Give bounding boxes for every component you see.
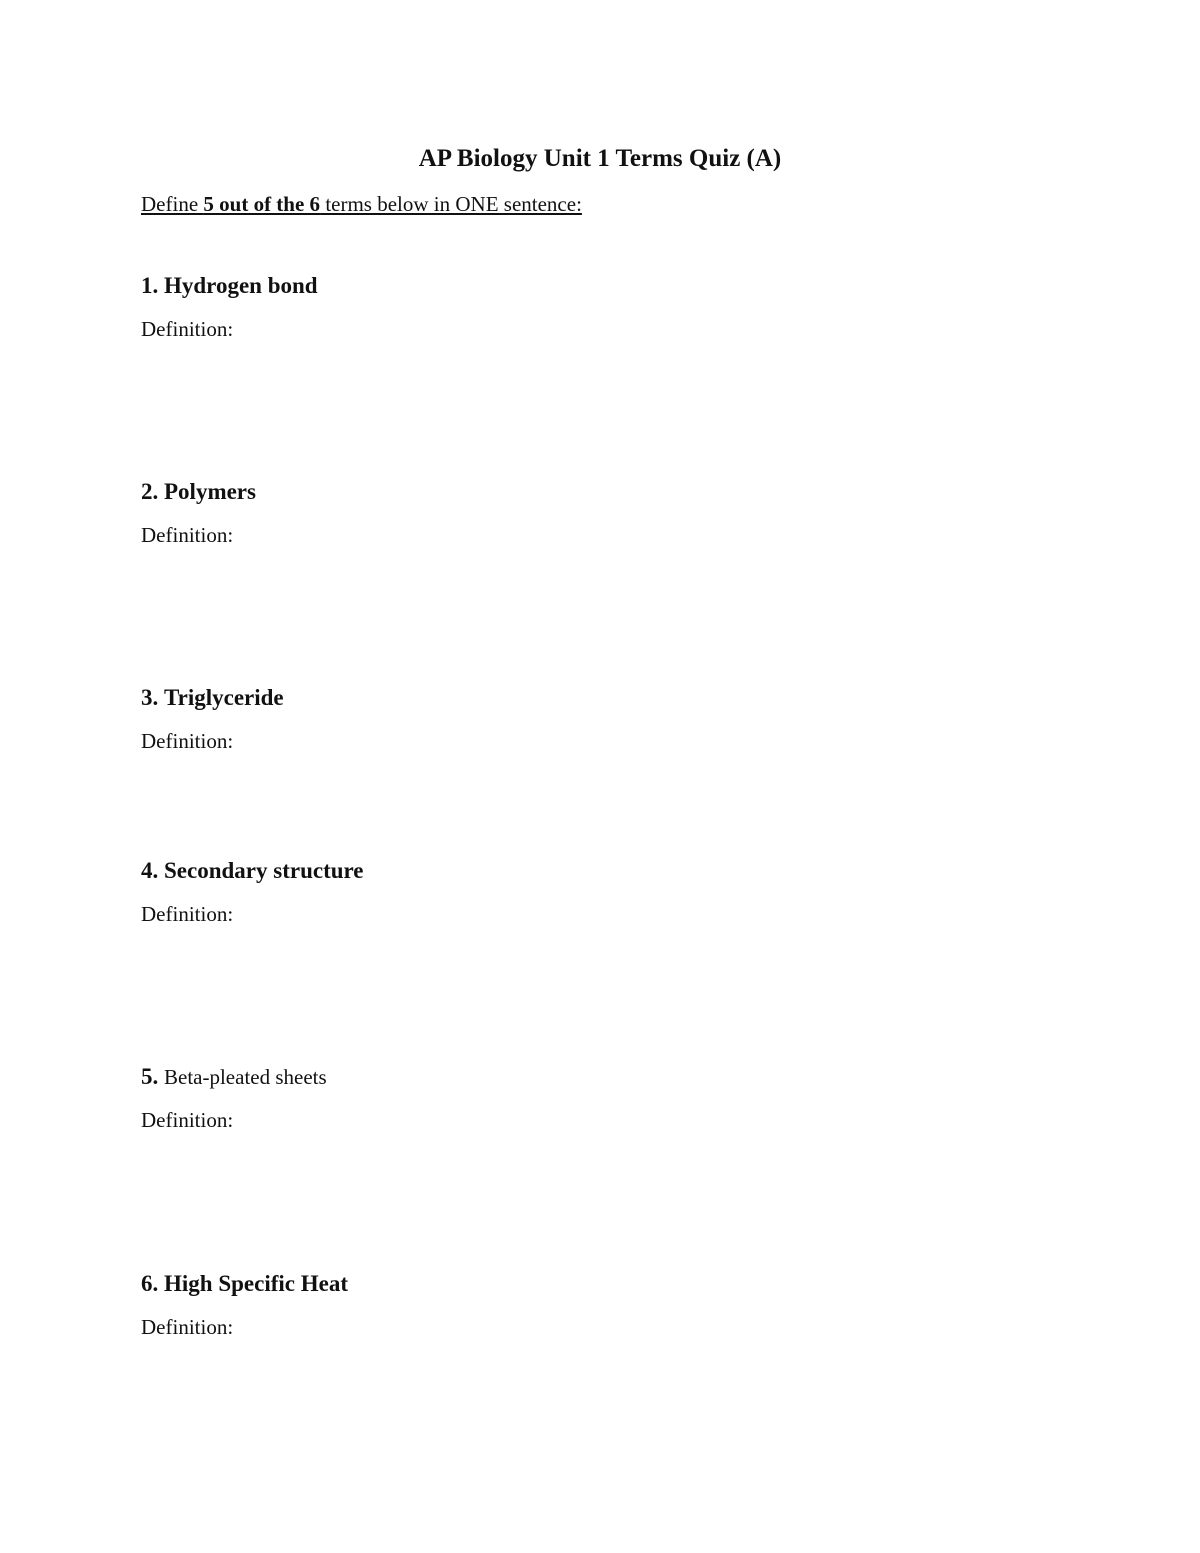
term-item-1 xyxy=(141,271,318,343)
term-name: Polymers xyxy=(164,479,256,504)
term-name: Secondary structure xyxy=(164,858,364,883)
term-number: 4. xyxy=(141,858,159,883)
term-number: 6. xyxy=(141,1271,159,1296)
term-name: Triglyceride xyxy=(164,685,284,710)
term-name: Hydrogen bond xyxy=(164,273,318,298)
term-heading xyxy=(141,683,284,713)
page-title: AP Biology Unit 1 Terms Quiz (A) xyxy=(418,145,782,172)
definition-label: Definition: xyxy=(141,1108,234,1132)
term-item-3 xyxy=(141,683,284,755)
term-item-4 xyxy=(141,856,364,928)
definition-label: Definition: xyxy=(141,1315,234,1339)
term-number: 5. xyxy=(141,1064,159,1089)
term-number: 1. xyxy=(141,273,159,298)
term-name: Beta-pleated sheets xyxy=(164,1065,327,1089)
definition-label: Definition: xyxy=(141,729,234,753)
definition-label: Definition: xyxy=(141,523,234,547)
definition-label: Definition: xyxy=(141,317,234,341)
instructions-prefix: Define xyxy=(141,192,204,216)
instructions-bold: 5 out of the 6 xyxy=(203,192,321,216)
term-number: 2. xyxy=(141,479,159,504)
term-heading xyxy=(141,271,318,301)
instructions xyxy=(141,190,582,218)
term-heading xyxy=(141,1269,348,1299)
term-number: 3. xyxy=(141,685,159,710)
term-item-5 xyxy=(141,1062,327,1134)
term-heading xyxy=(141,1062,327,1092)
definition-label: Definition: xyxy=(141,902,234,926)
instructions-suffix: terms below in ONE sentence: xyxy=(320,192,582,216)
term-name: High Specific Heat xyxy=(164,1271,348,1296)
term-heading xyxy=(141,477,256,507)
term-item-6 xyxy=(141,1269,348,1341)
term-heading xyxy=(141,856,364,886)
term-item-2 xyxy=(141,477,256,549)
